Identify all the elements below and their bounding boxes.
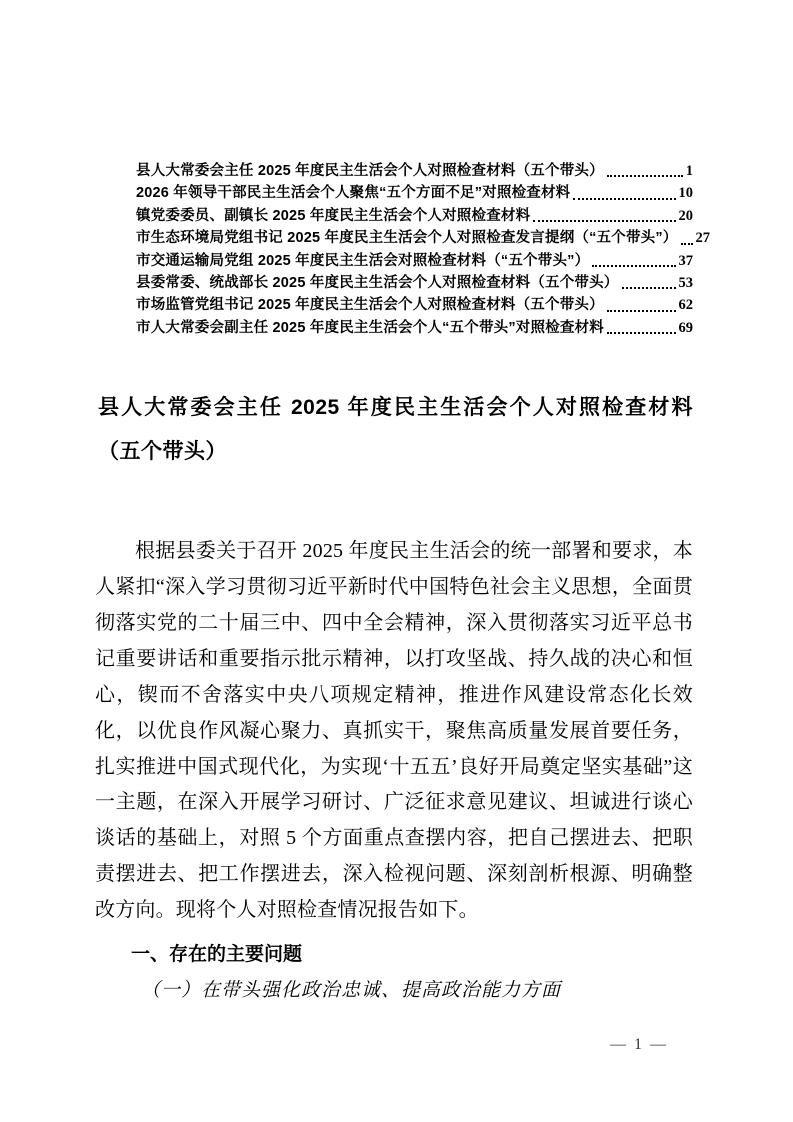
toc-entry[interactable] [136, 293, 693, 315]
toc-dot-leader [573, 194, 675, 200]
toc-entry-title: 市交通运输局党组 2025 年度民主生活会对照检查材料（“五个带头”） [136, 252, 590, 269]
toc-entry[interactable] [136, 271, 693, 293]
document-title: 县人大常委会主任 2025 年度民主生活会个人对照检查材料（五个带头） [98, 396, 693, 464]
toc-entry-title: 2026 年领导干部民主生活会个人聚焦“五个方面不足”对照检查材料 [136, 185, 571, 202]
toc-dot-leader [607, 306, 676, 312]
toc-entry[interactable] [136, 316, 693, 338]
toc-entry-page: 10 [678, 185, 693, 202]
toc-dot-leader [607, 171, 683, 177]
toc-entry-page: 20 [678, 207, 693, 224]
toc-dot-leader [607, 328, 675, 334]
toc-entry-page: 1 [685, 163, 693, 179]
toc-entry-title: 县委常委、统战部长 2025 年度民主生活会个人对照检查材料（五个带头） [136, 274, 619, 291]
toc-entry-page: 69 [678, 319, 693, 336]
toc-entry-title: 市人大常委会副主任 2025 年度民主生活会个人“五个带头”对照检查材料 [136, 319, 605, 336]
toc-entry-page: 37 [678, 252, 693, 269]
toc-entry-title: 镇党委委员、副镇长 2025 年度民主生活会个人对照检查材料 [136, 207, 531, 224]
toc-entry[interactable] [136, 249, 693, 271]
body-paragraph: 根据县委关于召开 2025 年度民主生活会的统一部署和要求，本人紧扣“深入学习贯彻习近平新时代中国特色社会主义思想，全面贯彻落实党的二十届三中、四中全会精神，深入贯彻落实习近平总书记重要讲话和重要指示批示精神，以打攻坚战、持久战的决心和恒心，锲而不舍落实中央八项规定精神，推进作风建设常态化长效化，以优良作风凝心聚力、真抓实干，聚焦高质量发展首要任务，扎实推进中国式现代化，为实现‘十五五’良好开局奠定坚实基础”这一主题，在深入开展学习研讨、广泛征求意见建议、坦诚进行谈心谈话的基础上，对照 5 个方面重点查摆内容，把自己摆进去、把职责摆进去、把工作摆进去，深入检视问题、深刻剖析根源、明确整改方向。现将个人对照检查情况报告如下。 [95, 540, 693, 922]
toc-entry-page: 62 [678, 297, 693, 314]
subsection-heading: （一）在带头强化政治忠诚、提高政治能力方面 [141, 980, 562, 1002]
toc-dot-leader [533, 216, 675, 222]
toc-entry-title: 县人大常委会主任 2025 年度民主生活会个人对照检查材料（五个带头） [136, 163, 604, 179]
toc-dot-leader [681, 239, 693, 245]
table-of-contents [136, 159, 711, 338]
toc-entry-title: 市场监管党组书记 2025 年度民主生活会个人对照检查材料（五个带头） [136, 297, 604, 314]
toc-entry[interactable] [136, 181, 693, 203]
toc-entry-page: 27 [695, 230, 711, 247]
toc-entry-title: 市生态环境局党组书记 2025 年度民主生活会个人对照检查发言提纲（“五个带头”） [136, 230, 678, 247]
toc-entry-page: 53 [678, 274, 693, 291]
section-heading: 一、存在的主要问题 [131, 944, 303, 966]
toc-entry[interactable] [136, 226, 711, 248]
toc-entry[interactable] [136, 204, 693, 226]
toc-dot-leader [592, 261, 675, 267]
toc-dot-leader [622, 283, 676, 289]
toc-entry[interactable] [136, 159, 693, 181]
page-number: — 1 — [610, 1036, 668, 1053]
